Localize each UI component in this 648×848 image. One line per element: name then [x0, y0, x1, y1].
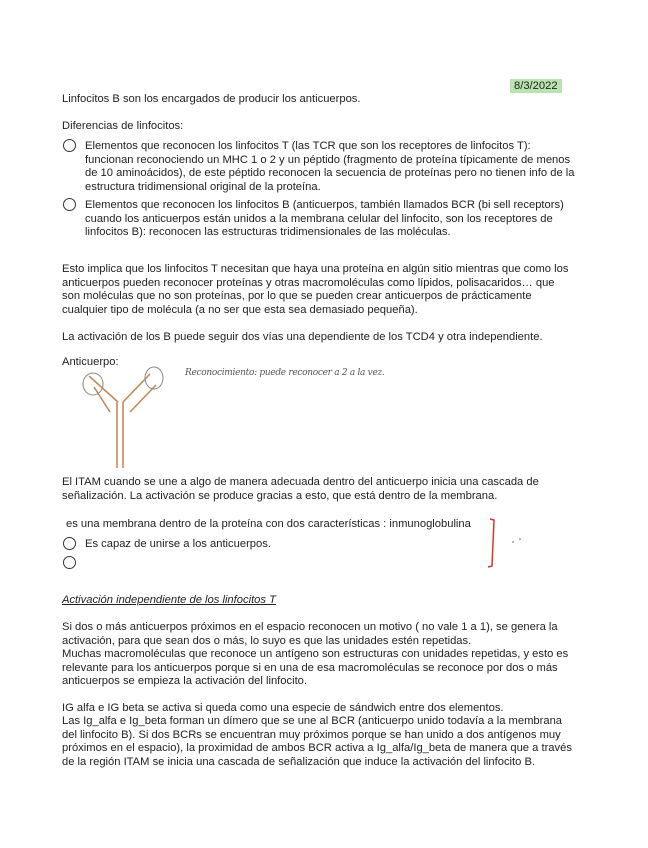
paragraph-line: Muchas macromoléculas que reconoce un antígeno son estructuras con unidades repetidas, y esto es: [62, 648, 569, 660]
paragraph-line: El ITAM cuando se une a algo de manera adecuada dentro del anticuerpo inicia una cascada de: [62, 476, 539, 488]
differences-title: Diferencias de linfocitos:: [62, 120, 184, 132]
paragraph-line: del linfocito B). Si dos BCRs se encuentran muy próximos porque se han unido a dos antígenos muy: [62, 729, 561, 741]
bullet-line: funcionan reconociendo un MHC 1 o 2 y un péptido (fragmento de proteína típicamente de menos: [85, 154, 571, 166]
paragraph-line: Si dos o más anticuerpos próximos en el espacio reconocen un motivo ( no vale 1 a 1), se genera la: [62, 621, 558, 633]
paragraph-line: activación, para que sean dos o más, lo suyo es que las unidades estén repetidas.: [62, 635, 472, 647]
bullet-line: de 10 aminoácidos), de este péptido reconocen la secuencia de proteínas pero no tienen info de la: [85, 167, 575, 179]
paragraph-line: de la región ITAM se inicia una cascada de señalización que induce la activación del linfocito B.: [62, 756, 536, 768]
paragraph-line: anticuerpos se empieza la activación del linfocito.: [62, 675, 308, 687]
bullet-line: cuando los anticuerpos están unidos a la membrana celular del linfocito, son los receptores de: [85, 213, 553, 225]
red-bracket-annotation: [488, 519, 494, 567]
handwritten-note: Reconocimiento: puede reconocer a 2 a la vez.: [185, 368, 385, 378]
paragraph-line: son moléculas que no son proteínas, por lo que se pueden crear anticuerpos de prácticamente: [62, 290, 532, 302]
paragraph-line: anticuerpos pueden reconocer proteínas y otras macromoléculas como lípidos, polisacaridos… que: [62, 277, 555, 289]
intro-text: Linfocitos B son los encargados de producir los anticuerpos.: [62, 93, 361, 105]
bullet-line: Elementos que reconocen los linfocitos B (anticuerpos, también llamados BCR (bi sell receptors): [85, 199, 564, 211]
paragraph-line: Esto implica que los linfocitos T necesitan que haya una proteína en algún sitio mientras que como los: [62, 263, 569, 275]
bullet-line: linfocitos B): reconocen las estructuras tridimensionales de las moléculas.: [85, 226, 451, 238]
checklist-item: Es capaz de unirse a los anticuerpos.: [85, 538, 271, 550]
checkbox-circle[interactable]: [63, 556, 76, 569]
membrane-line: es una membrana dentro de la proteína con dos características : inmunoglobulina: [66, 518, 471, 530]
paragraph-line: cualquier tipo de molécula (a no ser que esta sea demasiado pequeña).: [62, 304, 418, 316]
bullet-line: Elementos que reconocen los linfocitos T (las TCR que son los receptores de linfocitos T):: [85, 140, 531, 152]
antibody-y-shape: [89, 374, 156, 468]
paragraph-line: La activación de los B puede seguir dos vías una dependiente de los TCD4 y otra independiente.: [62, 331, 543, 343]
antibody-label: Anticuerpo:: [62, 356, 119, 368]
paragraph-line: próximos en el espacio), la proximidad de ambos BCR activa a Ig_alfa/Ig_beta de manera que a través: [62, 742, 572, 754]
paragraph-line: relevante para los anticuerpos porque si en una de esa macromoléculas se reconoce por dos o más: [62, 662, 558, 674]
paragraph-line: señalización. La activación se produce gracias a esto, que está dentro de la membrana.: [62, 490, 498, 502]
section-heading: Activación independiente de los linfocitos T: [62, 594, 276, 606]
date-highlight: 8/3/2022: [510, 79, 562, 93]
checkbox-circle[interactable]: [63, 537, 76, 550]
bullet-line: estructura tridimensional original de la proteína.: [85, 181, 321, 193]
paragraph-line: IG alfa e IG beta se activa si queda como una especie de sándwich entre dos elementos.: [62, 702, 504, 714]
paragraph-line: Las Ig_alfa e Ig_beta forman un dímero que se une al BCR (anticuerpo unido todavía a la membrana: [62, 715, 563, 727]
